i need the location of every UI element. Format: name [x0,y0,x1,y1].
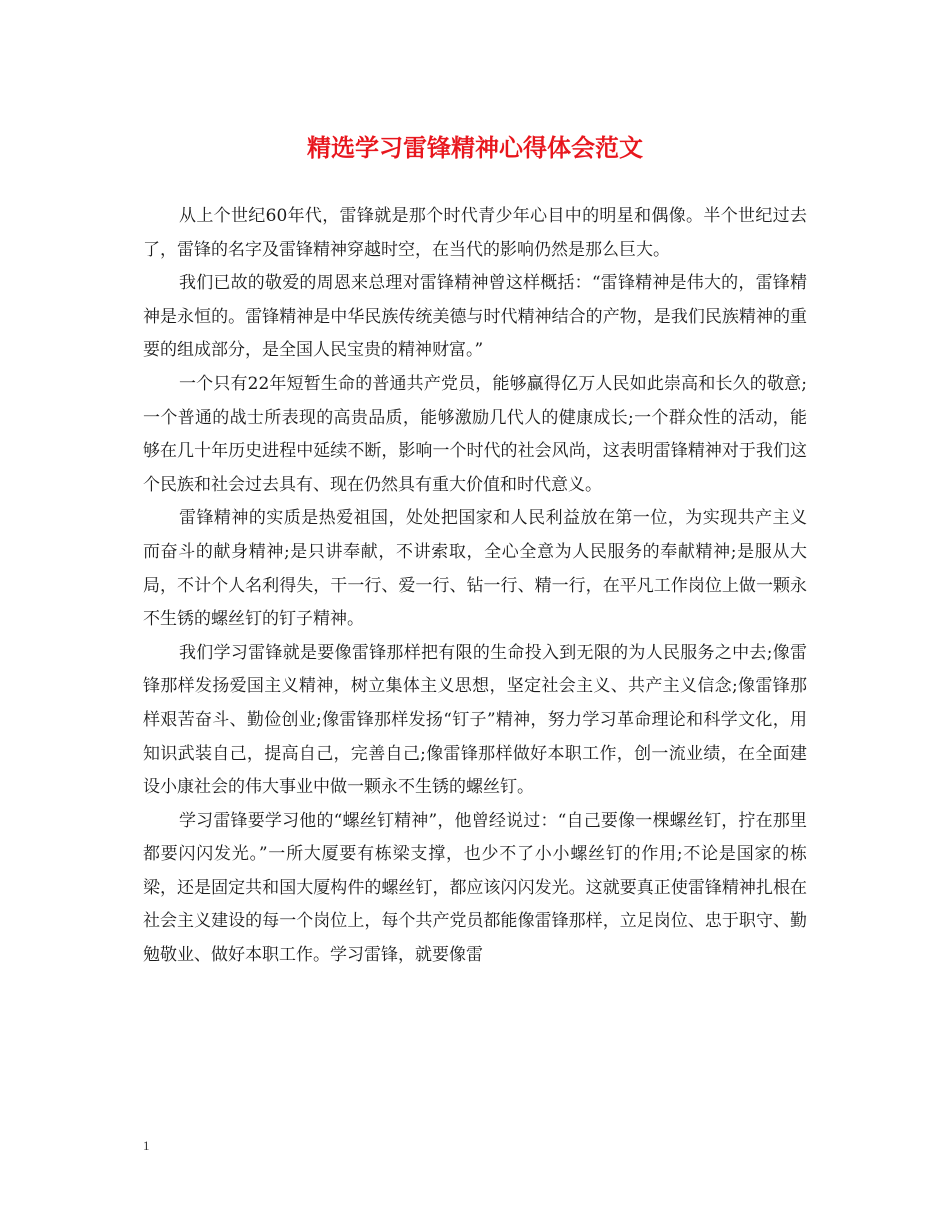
paragraph-1: 从上个世纪60年代，雷锋就是那个时代青少年心目中的明星和偶像。半个世纪过去了，雷锋的名字及雷锋精神穿越时空，在当代的影响仍然是那么巨大。 [143,206,807,260]
page-number: 1 [143,1138,150,1153]
paragraph-6: 学习雷锋要学习他的“螺丝钉精神”，他曾经说过：“自己要像一棵螺丝钉，拧在那里都要闪闪发光。”一所大厦要有栋梁支撑，也少不了小小螺丝钉的作用;不论是国家的栋梁，还是固定共和国大厦构件的螺丝钉，都应该闪闪发光。这就要真正使雷锋精神扎根在社会主义建设的每一个岗位上，每个共产党员都能像雷锋那样，立足岗位、忠于职守、勤勉敬业、做好本职工作。学习雷锋，就要像雷 [143,810,807,966]
paragraph-4: 雷锋精神的实质是热爱祖国，处处把国家和人民利益放在第一位，为实现共产主义而奋斗的献身精神;是只讲奉献，不讲索取，全心全意为人民服务的奉献精神;是服从大局，不计个人名利得失，干一行、爱一行、钻一行、精一行，在平凡工作岗位上做一颗永不生锈的螺丝钉的钉子精神。 [143,508,807,630]
document-title: 精选学习雷锋精神心得体会范文 [307,133,643,162]
paragraph-3: 一个只有22年短暂生命的普通共产党员，能够赢得亿万人民如此崇高和长久的敬意;一个普通的战士所表现的高贵品质，能够激励几代人的健康成长;一个群众性的活动，能够在几十年历史进程中延续不断，影响一个时代的社会风尚，这表明雷锋精神对于我们这个民族和社会过去具有、现在仍然具有重大价值和时代意义。 [143,373,807,495]
paragraph-5: 我们学习雷锋就是要像雷锋那样把有限的生命投入到无限的为人民服务之中去;像雷锋那样发扬爱国主义精神，树立集体主义思想，坚定社会主义、共产主义信念;像雷锋那样艰苦奋斗、勤俭创业;像雷锋那样发扬“钉子”精神，努力学习革命理论和科学文化，用知识武装自己，提高自己，完善自己;像雷锋那样做好本职工作，创一流业绩，在全面建设小康社会的伟大事业中做一颗永不生锈的螺丝钉。 [143,642,807,798]
paragraph-2: 我们已故的敬爱的周恩来总理对雷锋精神曾这样概括：“雷锋精神是伟大的，雷锋精神是永恒的。雷锋精神是中华民族传统美德与时代精神结合的产物，是我们民族精神的重要的组成部分，是全国人民宝贵的精神财富。” [143,273,807,361]
document-body [143,200,807,973]
